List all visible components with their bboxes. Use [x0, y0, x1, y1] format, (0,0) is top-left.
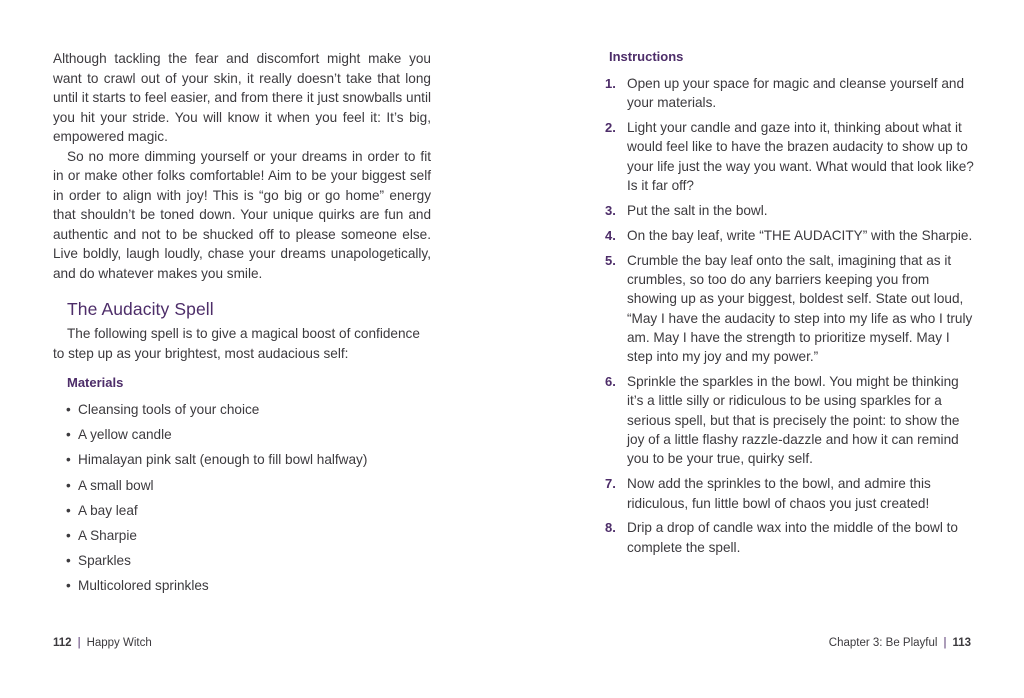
- step-text: Now add the sprinkles to the bowl, and admire this ridiculous, fun little bowl of chaos you just created!: [627, 476, 931, 511]
- step-number: 4.: [605, 227, 616, 243]
- paragraph: So no more dimming yourself or your dreams in order to fit in or make other folks comfortable! Aim to be your biggest self in order to align with joy! This is “go big or go home” energy that shouldn’t be toned down. Your unique quirks are fun and authentic and not to be shucked off to please someone else. Live boldly, laugh loudly, chase your dreams unapologetically, and do whatever makes you smile.: [53, 148, 431, 281]
- chapter-title: Chapter 3: Be Playful: [828, 637, 938, 649]
- material-text: Multicolored sprinkles: [78, 578, 209, 594]
- instructions-heading: Instructions: [609, 49, 684, 64]
- footer-separator: |: [77, 637, 81, 649]
- step-text: Light your candle and gaze into it, thinking about what it would feel like to have the brazen audacity to show up to your life just the way you want. What would that look like? Is it far off?: [627, 120, 974, 194]
- list-item: [66, 474, 367, 499]
- bullet-icon: •: [66, 502, 71, 518]
- page-number: 113: [952, 637, 971, 649]
- bullet-icon: •: [66, 427, 71, 443]
- bullet-icon: •: [66, 553, 71, 569]
- right-page: [512, 0, 1024, 698]
- material-text: A bay leaf: [78, 502, 138, 518]
- instructions-list: [605, 74, 977, 563]
- step-number: 1.: [605, 76, 616, 91]
- material-text: Sparkles: [78, 553, 131, 569]
- step-text: Drip a drop of candle wax into the middle of the bowl to complete the spell.: [627, 520, 958, 555]
- materials-heading: Materials: [67, 375, 124, 390]
- bullet-icon: •: [66, 578, 71, 594]
- bullet-icon: •: [66, 402, 71, 417]
- bullet-icon: •: [66, 477, 71, 493]
- list-item: [66, 423, 367, 448]
- step-text: On the bay leaf, write “THE AUDACITY” with the Sharpie.: [627, 227, 973, 243]
- list-item: [605, 226, 977, 245]
- paragraph: Although tackling the fear and discomfort might make you want to crawl out of your skin, it really doesn’t take that long until it starts to feel easier, and from there it just snowballs until you hit your stride. You will know it when you feel it: It’s big, empowered magic.: [53, 51, 431, 144]
- material-text: A yellow candle: [78, 427, 172, 443]
- list-item: [66, 448, 367, 473]
- step-text: Put the salt in the bowl.: [627, 202, 768, 218]
- step-number: 3.: [605, 202, 616, 218]
- materials-list: [66, 398, 367, 600]
- step-text: Crumble the bay leaf onto the salt, imagining that as it crumbles, so too do any barriers keeping you from showing up as your biggest, boldest self. State out loud, “May I have the audacity to step into my life as who I truly am. May I have the strength to prioritize myself. May I step into my joy and my power.”: [627, 252, 973, 365]
- step-number: 8.: [605, 520, 616, 536]
- step-number: 2.: [605, 120, 616, 136]
- list-item: [66, 574, 367, 599]
- list-item: [605, 251, 977, 367]
- material-text: Cleansing tools of your choice: [78, 402, 260, 417]
- list-item: [605, 474, 977, 513]
- list-item: [605, 518, 977, 557]
- step-text: Sprinkle the sparkles in the bowl. You might be thinking it’s a little silly or ridiculous to be using sparkles for a serious spell, but that is precisely the point: to show the joy of a little flashy razzle-dazzle and how it can remind you to be your true, quirky self.: [627, 374, 960, 467]
- spell-intro-text: The following spell is to give a magical boost of confidence to step up as your brightest, most audacious self:: [53, 326, 420, 361]
- bullet-icon: •: [66, 527, 71, 543]
- spell-intro: [53, 324, 433, 363]
- page-footer-right: [829, 637, 971, 649]
- list-item: [66, 549, 367, 574]
- step-number: 5.: [605, 252, 616, 268]
- list-item: [605, 74, 977, 113]
- bullet-icon: •: [66, 452, 71, 468]
- list-item: [605, 201, 977, 220]
- spell-title: The Audacity Spell: [67, 299, 214, 319]
- list-item: [66, 398, 367, 423]
- page-number: 112: [53, 637, 72, 649]
- list-item: [605, 118, 977, 195]
- step-number: 7.: [605, 476, 616, 492]
- footer-separator: |: [943, 637, 947, 649]
- step-number: 6.: [605, 374, 616, 390]
- book-title: Happy Witch: [86, 637, 152, 649]
- material-text: Himalayan pink salt (enough to fill bowl halfway): [78, 452, 368, 468]
- list-item: [66, 499, 367, 524]
- material-text: A small bowl: [78, 477, 154, 493]
- material-text: A Sharpie: [78, 527, 137, 543]
- list-item: [66, 524, 367, 549]
- body-paragraphs: [53, 49, 431, 283]
- list-item: [605, 372, 977, 468]
- page-footer-left: [53, 637, 152, 649]
- step-text: Open up your space for magic and cleanse yourself and your materials.: [627, 76, 965, 111]
